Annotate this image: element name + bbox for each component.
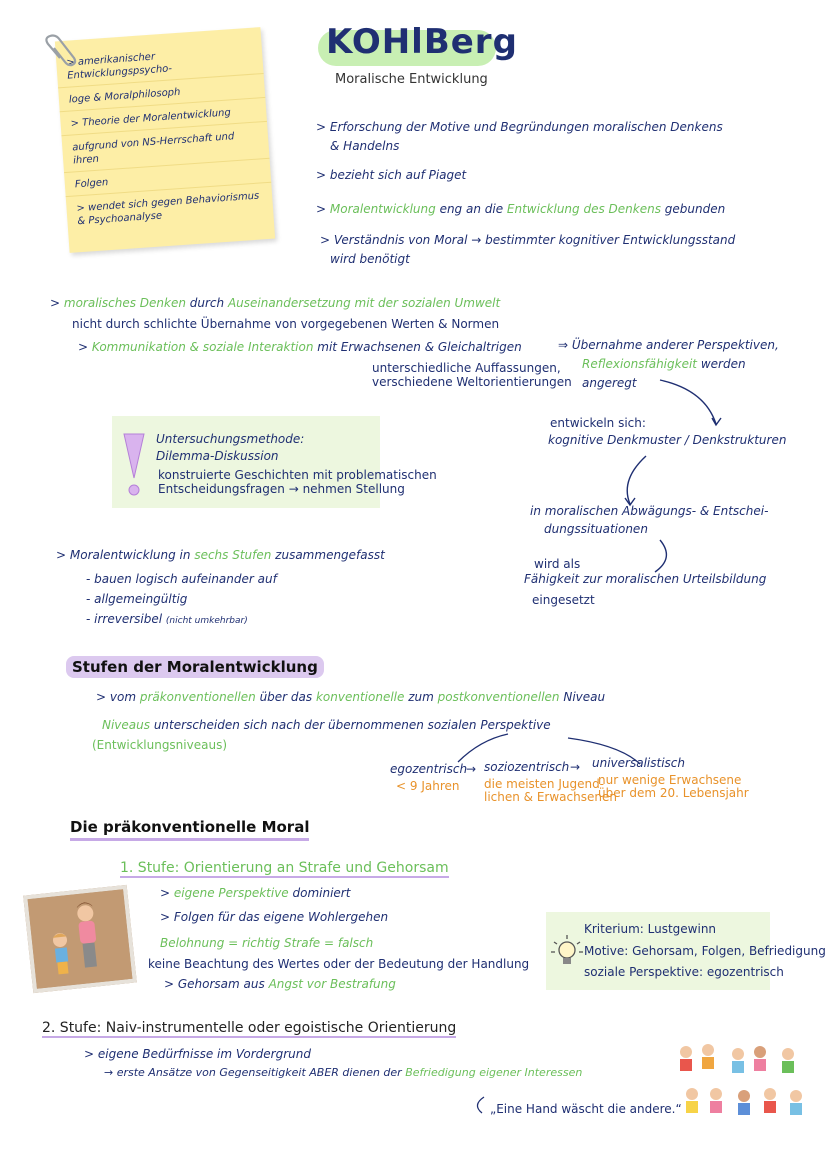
social-right: kognitive Denkmuster / Denkstrukturen <box>548 433 787 447</box>
social-right: dungssituationen <box>544 522 648 536</box>
stage1-heading: 1. Stufe: Orientierung an Strafe und Gehorsam <box>120 860 449 876</box>
stage1-note: keine Beachtung des Wertes oder der Bedeutung der Handlung <box>148 957 530 971</box>
intro-line: > Verständnis von Moral → bestimmter kognitiver Entwicklungsstand <box>320 233 736 247</box>
perspective-sub: über dem 20. Lebensjahr <box>598 786 749 800</box>
stage1-bullet: > eigene Perspektive dominiert <box>160 886 351 900</box>
note-line: aufgrund von NS-Herrschaft und ihren <box>61 122 269 173</box>
social-line: > Kommunikation & soziale Interaktion mit Erwachsenen & Gleichaltrigen <box>78 340 522 354</box>
social-line: > moralisches Denken durch Auseinandersetzung mit der sozialen Umwelt <box>50 296 501 310</box>
stage2-heading: 2. Stufe: Naiv-instrumentelle oder egoistische Orientierung <box>42 1020 457 1036</box>
stufen-line: > vom präkonventionellen über das konventionelle zum postkonventionellen Niveau <box>96 690 606 704</box>
intro-line: > bezieht sich auf Piaget <box>316 168 467 182</box>
intro-line: wird benötigt <box>330 252 410 266</box>
stufen-line: Niveaus unterscheiden sich nach der übernommenen sozialen Perspektive <box>102 718 551 732</box>
stage2-bullet: > eigene Bedürfnisse im Vordergrund <box>84 1047 311 1061</box>
perspective-arrow: → <box>466 762 477 776</box>
perspective-arrow: → <box>570 760 581 774</box>
criteria-line: Motive: Gehorsam, Folgen, Befriedigung <box>584 944 826 958</box>
note-line: > wendet sich gegen Behaviorismus & Psychoanalyse <box>76 190 260 228</box>
social-right: ⇒ Übernahme anderer Perspektiven, <box>558 338 779 352</box>
exclamation-icon <box>120 432 150 502</box>
method-name: Dilemma-Diskussion <box>156 449 279 463</box>
arrow-to-faehigkeit <box>655 540 666 572</box>
social-right: angeregt <box>582 376 637 390</box>
stages-bullet: - irreversibel (nicht umkehrbar) <box>86 612 248 626</box>
quote-arrow <box>477 1097 484 1113</box>
social-right: Fähigkeit zur moralischen Urteilsbildung <box>524 572 767 586</box>
stage1-illustration <box>23 885 137 993</box>
criteria-line: Kriterium: Lustgewinn <box>584 922 717 936</box>
stages-intro: > Moralentwicklung in sechs Stufen zusammengefasst <box>56 548 385 562</box>
sticky-note <box>55 27 275 253</box>
page-subtitle: Moralische Entwicklung <box>335 72 488 87</box>
social-sub: nicht durch schlichte Übernahme von vorgegebenen Werten & Normen <box>72 317 500 331</box>
note-line: > amerikanischer Entwicklungspsycho- <box>56 37 264 88</box>
social-sub: unterschiedliche Auffassungen, <box>372 361 561 375</box>
method-desc: konstruierte Geschichten mit problematischen <box>158 468 437 482</box>
method-desc: Entscheidungsfragen → nehmen Stellung <box>158 482 405 496</box>
stage1-bullet: Belohnung = richtig Strafe = falsch <box>160 936 374 950</box>
method-label: Untersuchungsmethode: <box>156 432 305 446</box>
intro-line: & Handelns <box>330 139 400 153</box>
perspective-universalistisch: universalistisch <box>592 756 685 770</box>
stage2-quote: „Eine Hand wäscht die andere.“ <box>490 1102 682 1116</box>
social-right: eingesetzt <box>532 593 595 607</box>
arrow-to-abwaegung <box>627 456 646 504</box>
social-right: Reflexionsfähigkeit werden <box>582 357 746 371</box>
page-title: KOHlBerg <box>326 22 518 62</box>
perspective-sub: nur wenige Erwachsene <box>598 773 742 787</box>
prae-heading: Die präkonventionelle Moral <box>70 818 309 841</box>
perspective-sub: < 9 Jahren <box>396 779 460 793</box>
note-line: > Theorie der Moralentwicklung <box>60 98 267 136</box>
lightbulb-icon <box>550 934 584 974</box>
criteria-box <box>546 912 826 990</box>
social-right: wird als <box>534 557 581 571</box>
method-box <box>112 416 437 508</box>
arrow-to-denkmuster <box>660 380 716 424</box>
stufen-sub: (Entwicklungsniveaus) <box>92 738 227 752</box>
stage2-bullet: → erste Ansätze von Gegenseitigkeit ABER dienen der Befriedigung eigener Interessen <box>104 1066 583 1079</box>
social-sub: verschiedene Weltorientierungen <box>372 375 572 389</box>
perspective-sub: die meisten Jugend- <box>484 777 605 791</box>
perspective-soziozentrisch: soziozentrisch <box>484 760 570 774</box>
note-line: Folgen <box>64 159 271 197</box>
perspective-sub: lichen & Erwachsenen <box>484 790 617 804</box>
criteria-line: soziale Perspektive: egozentrisch <box>584 965 784 979</box>
stages-bullet: - allgemeingültig <box>86 592 188 606</box>
branch-left <box>458 734 508 762</box>
social-right: in moralischen Abwägungs- & Entschei- <box>530 504 769 518</box>
perspective-egozentrisch: egozentrisch <box>390 762 468 776</box>
stage1-bullet: > Gehorsam aus Angst vor Bestrafung <box>164 977 396 991</box>
intro-line: > Erforschung der Motive und Begründungen moralischen Denkens <box>316 120 723 134</box>
stufen-heading: Stufen der Moralentwicklung <box>66 656 324 678</box>
social-right: entwickeln sich: <box>550 416 646 430</box>
stage1-bullet: > Folgen für das eigene Wohlergehen <box>160 910 389 924</box>
note-line: loge & Moralphilosoph <box>58 74 265 112</box>
stages-bullet: - bauen logisch aufeinander auf <box>86 572 277 586</box>
intro-line: > Moralentwicklung eng an die Entwicklung des Denkens gebunden <box>316 202 726 216</box>
